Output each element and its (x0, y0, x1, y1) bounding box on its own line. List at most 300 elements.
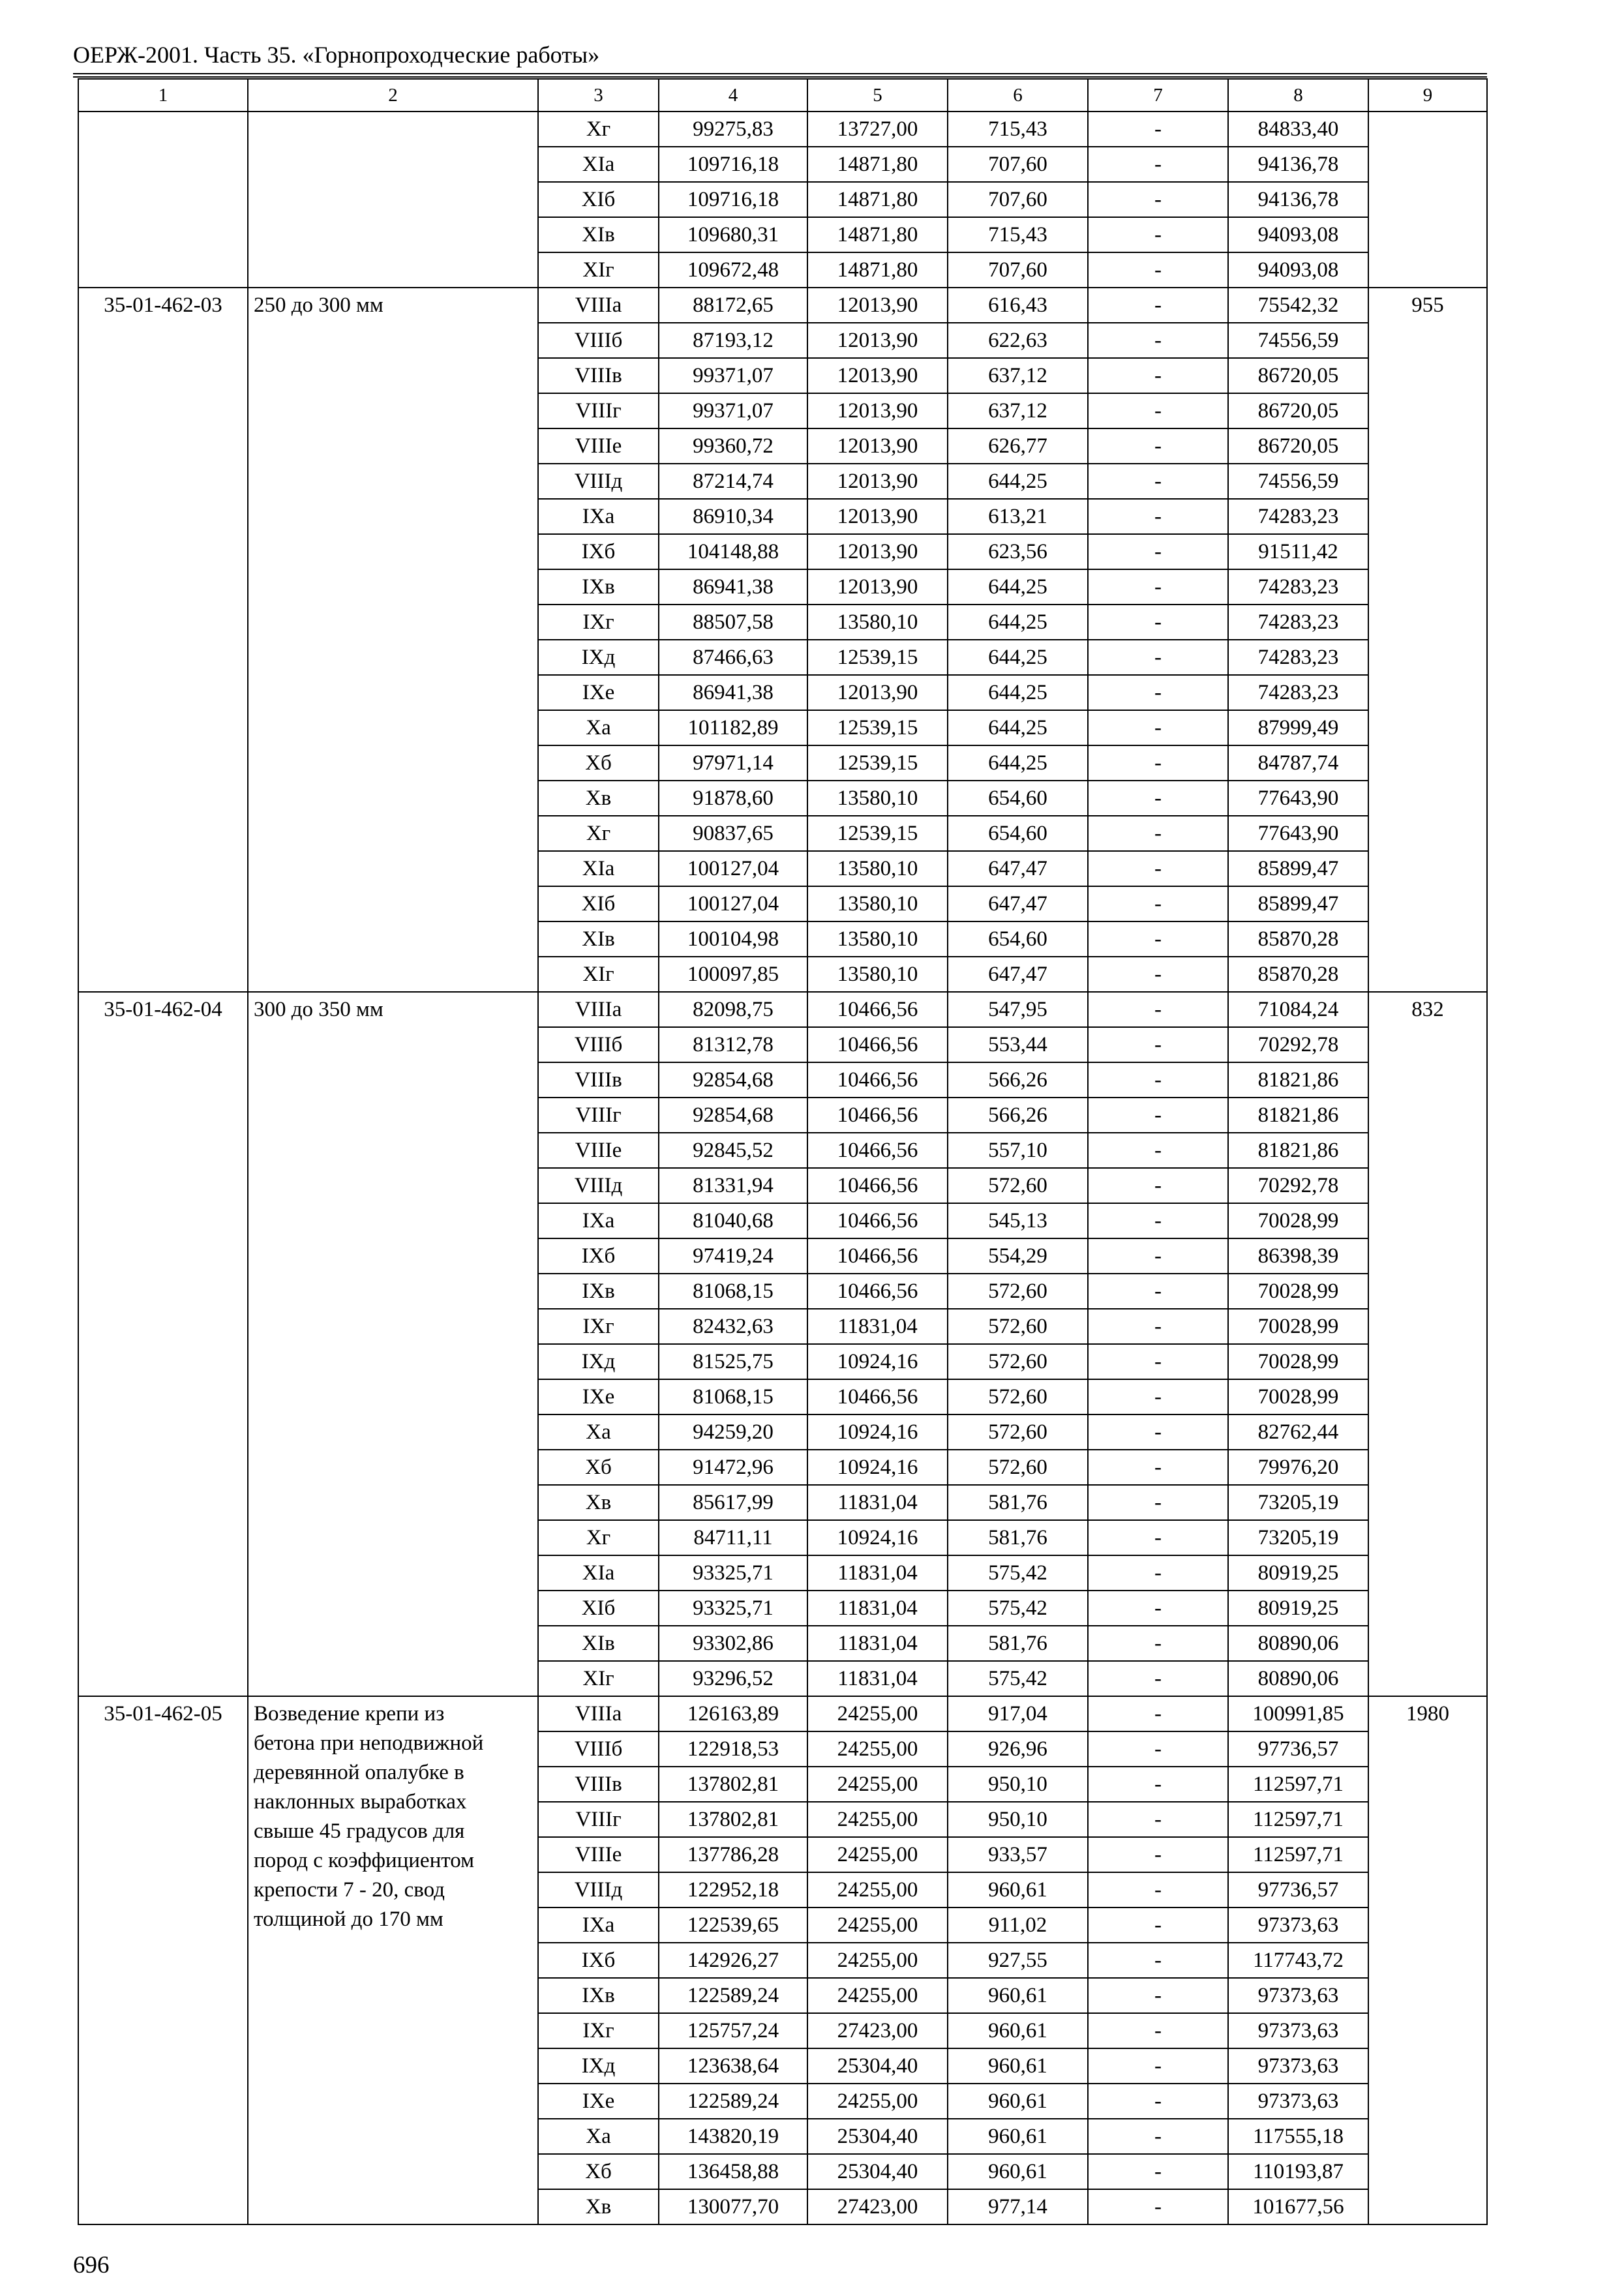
materials-cost-cell: 84787,74 (1228, 745, 1368, 781)
work-description-cell (248, 1696, 538, 2224)
zone-cell: ХIа (538, 1555, 659, 1591)
wages-cell: 11831,04 (807, 1309, 948, 1344)
total-cost-cell: 91878,60 (659, 781, 807, 816)
zone-cell: ХIг (538, 1661, 659, 1696)
zone-cell: VIIIг (538, 1098, 659, 1133)
total-cost-cell: 122589,24 (659, 1978, 807, 2013)
zone-cell: VIIIе (538, 1837, 659, 1872)
machine-cost-cell: 572,60 (948, 1379, 1088, 1414)
materials-cost-cell: 80890,06 (1228, 1626, 1368, 1661)
wages-cell: 10924,16 (807, 1520, 948, 1555)
driver-wages-cell: - (1088, 182, 1228, 217)
total-cost-cell: 100127,04 (659, 851, 807, 886)
driver-wages-cell: - (1088, 358, 1228, 393)
machine-cost-cell: 654,60 (948, 921, 1088, 957)
driver-wages-cell: - (1088, 1098, 1228, 1133)
zone-cell: Ха (538, 1414, 659, 1450)
column-number-cell: 2 (248, 79, 538, 112)
zone-cell: Хв (538, 1485, 659, 1520)
zone-cell: IХб (538, 534, 659, 569)
machine-cost-cell: 654,60 (948, 781, 1088, 816)
driver-wages-cell: - (1088, 851, 1228, 886)
driver-wages-cell: - (1088, 1274, 1228, 1309)
zone-cell: IХв (538, 1978, 659, 2013)
materials-cost-cell: 86720,05 (1228, 358, 1368, 393)
total-cost-cell: 123638,64 (659, 2048, 807, 2084)
total-cost-cell: 109680,31 (659, 217, 807, 252)
machine-cost-cell: 581,76 (948, 1626, 1088, 1661)
wages-cell: 12013,90 (807, 569, 948, 605)
zone-cell: VIIIб (538, 1731, 659, 1767)
materials-cost-cell: 70028,99 (1228, 1203, 1368, 1238)
driver-wages-cell: - (1088, 1837, 1228, 1872)
total-cost-cell: 109716,18 (659, 147, 807, 182)
total-cost-cell: 125757,24 (659, 2013, 807, 2048)
machine-cost-cell: 553,44 (948, 1027, 1088, 1062)
total-cost-cell: 81331,94 (659, 1168, 807, 1203)
rate-code-cell: 35-01-462-04 (78, 992, 248, 1696)
machine-cost-cell: 960,61 (948, 1978, 1088, 2013)
total-cost-cell: 81068,15 (659, 1379, 807, 1414)
price-table-container (78, 78, 1488, 2225)
wages-cell: 24255,00 (807, 1731, 948, 1767)
total-cost-cell: 130077,70 (659, 2189, 807, 2224)
wages-cell: 11831,04 (807, 1661, 948, 1696)
total-cost-cell: 99360,72 (659, 428, 807, 464)
table-row (78, 288, 1487, 323)
zone-cell: Ха (538, 2119, 659, 2154)
zone-cell: ХIа (538, 851, 659, 886)
machine-cost-cell: 581,76 (948, 1485, 1088, 1520)
wages-cell: 12013,90 (807, 675, 948, 710)
driver-wages-cell: - (1088, 1943, 1228, 1978)
materials-cost-cell: 97373,63 (1228, 2013, 1368, 2048)
zone-cell: Хв (538, 2189, 659, 2224)
driver-wages-cell: - (1088, 2189, 1228, 2224)
wages-cell: 14871,80 (807, 217, 948, 252)
page-header-title: ОЕРЖ-2001. Часть 35. «Горнопроходческие работы» (73, 42, 600, 68)
work-description-line: деревянной опалубке в (254, 1761, 464, 1784)
column-number-cell: 9 (1368, 79, 1487, 112)
machine-cost-cell: 575,42 (948, 1555, 1088, 1591)
driver-wages-cell: - (1088, 1133, 1228, 1168)
machine-cost-cell: 644,25 (948, 640, 1088, 675)
total-cost-cell: 122539,65 (659, 1908, 807, 1943)
page-number: 696 (73, 2252, 110, 2279)
wages-cell: 24255,00 (807, 1802, 948, 1837)
work-description-cell (248, 112, 538, 288)
wages-cell: 24255,00 (807, 1978, 948, 2013)
driver-wages-cell: - (1088, 1978, 1228, 2013)
machine-cost-cell: 637,12 (948, 358, 1088, 393)
zone-cell: IХв (538, 1274, 659, 1309)
driver-wages-cell: - (1088, 1908, 1228, 1943)
total-cost-cell: 92854,68 (659, 1062, 807, 1098)
total-cost-cell: 109716,18 (659, 182, 807, 217)
wages-cell: 10466,56 (807, 1133, 948, 1168)
driver-wages-cell: - (1088, 1238, 1228, 1274)
wages-cell: 10466,56 (807, 1203, 948, 1238)
driver-wages-cell: - (1088, 1414, 1228, 1450)
wages-cell: 10466,56 (807, 1062, 948, 1098)
machine-cost-cell: 917,04 (948, 1696, 1088, 1731)
work-description-line: пород с коэффициентом (254, 1849, 474, 1872)
zone-cell: Хб (538, 1450, 659, 1485)
zone-cell: VIIIг (538, 1802, 659, 1837)
wages-cell: 10466,56 (807, 1379, 948, 1414)
wages-cell: 12539,15 (807, 710, 948, 745)
total-cost-cell: 137802,81 (659, 1802, 807, 1837)
zone-cell: ХIа (538, 147, 659, 182)
machine-cost-cell: 707,60 (948, 147, 1088, 182)
machine-cost-cell: 545,13 (948, 1203, 1088, 1238)
zone-cell: ХIг (538, 957, 659, 992)
materials-cost-cell: 87999,49 (1228, 710, 1368, 745)
wages-cell: 24255,00 (807, 1872, 948, 1908)
materials-cost-cell: 82762,44 (1228, 1414, 1368, 1450)
wages-cell: 11831,04 (807, 1485, 948, 1520)
wages-cell: 12539,15 (807, 745, 948, 781)
machine-cost-cell: 960,61 (948, 2013, 1088, 2048)
driver-wages-cell: - (1088, 499, 1228, 534)
driver-wages-cell: - (1088, 1872, 1228, 1908)
zone-cell: Ха (538, 710, 659, 745)
driver-wages-cell: - (1088, 1626, 1228, 1661)
machine-cost-cell: 616,43 (948, 288, 1088, 323)
wages-cell: 14871,80 (807, 182, 948, 217)
driver-wages-cell: - (1088, 816, 1228, 851)
total-cost-cell: 137786,28 (659, 1837, 807, 1872)
driver-wages-cell: - (1088, 2084, 1228, 2119)
zone-cell: Хг (538, 816, 659, 851)
column-number-cell: 3 (538, 79, 659, 112)
wages-cell: 13580,10 (807, 957, 948, 992)
total-cost-cell: 81312,78 (659, 1027, 807, 1062)
machine-cost-cell: 977,14 (948, 2189, 1088, 2224)
wages-cell: 10466,56 (807, 1274, 948, 1309)
work-description-line: толщиной до 170 мм (254, 1908, 444, 1931)
zone-cell: VIIIд (538, 1168, 659, 1203)
total-cost-cell: 99371,07 (659, 393, 807, 428)
machine-cost-cell: 911,02 (948, 1908, 1088, 1943)
machine-cost-cell: 950,10 (948, 1767, 1088, 1802)
driver-wages-cell: - (1088, 1696, 1228, 1731)
zone-cell: IХд (538, 640, 659, 675)
machine-cost-cell: 960,61 (948, 2154, 1088, 2189)
machine-cost-cell: 572,60 (948, 1450, 1088, 1485)
total-cost-cell: 101182,89 (659, 710, 807, 745)
driver-wages-cell: - (1088, 745, 1228, 781)
total-cost-cell: 86941,38 (659, 675, 807, 710)
driver-wages-cell: - (1088, 605, 1228, 640)
machine-cost-cell: 554,29 (948, 1238, 1088, 1274)
wages-cell: 10466,56 (807, 1168, 948, 1203)
driver-wages-cell: - (1088, 464, 1228, 499)
column-number-cell: 7 (1088, 79, 1228, 112)
materials-cost-cell: 70028,99 (1228, 1379, 1368, 1414)
materials-cost-cell: 74283,23 (1228, 569, 1368, 605)
materials-cost-cell: 97736,57 (1228, 1731, 1368, 1767)
zone-cell: VIIIа (538, 992, 659, 1027)
materials-cost-cell: 80919,25 (1228, 1591, 1368, 1626)
zone-cell: ХIб (538, 1591, 659, 1626)
machine-cost-cell: 575,42 (948, 1661, 1088, 1696)
wages-cell: 24255,00 (807, 1908, 948, 1943)
materials-cost-cell: 81821,86 (1228, 1098, 1368, 1133)
wages-cell: 24255,00 (807, 2084, 948, 2119)
work-description-line: бетона при неподвижной (254, 1731, 484, 1755)
work-description-cell (248, 288, 538, 992)
driver-wages-cell: - (1088, 1485, 1228, 1520)
total-cost-cell: 100104,98 (659, 921, 807, 957)
driver-wages-cell: - (1088, 1731, 1228, 1767)
machine-cost-cell: 926,96 (948, 1731, 1088, 1767)
labor-cost-cell: 832 (1368, 992, 1487, 1696)
work-description-line: наклонных выработках (254, 1790, 467, 1814)
driver-wages-cell: - (1088, 2013, 1228, 2048)
machine-cost-cell: 637,12 (948, 393, 1088, 428)
zone-cell: Хг (538, 112, 659, 147)
zone-cell: VIIIв (538, 1767, 659, 1802)
total-cost-cell: 81525,75 (659, 1344, 807, 1379)
machine-cost-cell: 707,60 (948, 182, 1088, 217)
materials-cost-cell: 85899,47 (1228, 851, 1368, 886)
machine-cost-cell: 644,25 (948, 710, 1088, 745)
zone-cell: VIIIв (538, 358, 659, 393)
materials-cost-cell: 110193,87 (1228, 2154, 1368, 2189)
total-cost-cell: 87466,63 (659, 640, 807, 675)
column-number-cell: 1 (78, 79, 248, 112)
materials-cost-cell: 79976,20 (1228, 1450, 1368, 1485)
total-cost-cell: 84711,11 (659, 1520, 807, 1555)
total-cost-cell: 109672,48 (659, 252, 807, 288)
driver-wages-cell: - (1088, 393, 1228, 428)
machine-cost-cell: 566,26 (948, 1062, 1088, 1098)
driver-wages-cell: - (1088, 147, 1228, 182)
driver-wages-cell: - (1088, 1555, 1228, 1591)
zone-cell: ХIб (538, 182, 659, 217)
driver-wages-cell: - (1088, 1520, 1228, 1555)
rate-code-cell: 35-01-462-03 (78, 288, 248, 992)
materials-cost-cell: 77643,90 (1228, 781, 1368, 816)
wages-cell: 13580,10 (807, 851, 948, 886)
zone-cell: IХв (538, 569, 659, 605)
zone-cell: IХа (538, 1908, 659, 1943)
materials-cost-cell: 97373,63 (1228, 2048, 1368, 2084)
zone-cell: IХг (538, 605, 659, 640)
machine-cost-cell: 626,77 (948, 428, 1088, 464)
total-cost-cell: 137802,81 (659, 1767, 807, 1802)
zone-cell: VIIIа (538, 288, 659, 323)
zone-cell: ХIв (538, 1626, 659, 1661)
wages-cell: 13580,10 (807, 605, 948, 640)
machine-cost-cell: 581,76 (948, 1520, 1088, 1555)
driver-wages-cell: - (1088, 992, 1228, 1027)
materials-cost-cell: 74283,23 (1228, 675, 1368, 710)
machine-cost-cell: 572,60 (948, 1344, 1088, 1379)
materials-cost-cell: 74283,23 (1228, 499, 1368, 534)
machine-cost-cell: 647,47 (948, 957, 1088, 992)
wages-cell: 14871,80 (807, 252, 948, 288)
driver-wages-cell: - (1088, 886, 1228, 921)
zone-cell: Хб (538, 745, 659, 781)
zone-cell: VIIIд (538, 1872, 659, 1908)
materials-cost-cell: 75542,32 (1228, 288, 1368, 323)
zone-cell: VIIIе (538, 428, 659, 464)
wages-cell: 12013,90 (807, 288, 948, 323)
driver-wages-cell: - (1088, 428, 1228, 464)
wages-cell: 12013,90 (807, 464, 948, 499)
materials-cost-cell: 97373,63 (1228, 1908, 1368, 1943)
total-cost-cell: 87193,12 (659, 323, 807, 358)
machine-cost-cell: 715,43 (948, 112, 1088, 147)
driver-wages-cell: - (1088, 252, 1228, 288)
driver-wages-cell: - (1088, 957, 1228, 992)
driver-wages-cell: - (1088, 1450, 1228, 1485)
machine-cost-cell: 933,57 (948, 1837, 1088, 1872)
wages-cell: 10466,56 (807, 1098, 948, 1133)
materials-cost-cell: 86398,39 (1228, 1238, 1368, 1274)
driver-wages-cell: - (1088, 1379, 1228, 1414)
wages-cell: 11831,04 (807, 1555, 948, 1591)
machine-cost-cell: 960,61 (948, 2048, 1088, 2084)
total-cost-cell: 81068,15 (659, 1274, 807, 1309)
column-number-cell: 4 (659, 79, 807, 112)
wages-cell: 27423,00 (807, 2189, 948, 2224)
wages-cell: 13580,10 (807, 921, 948, 957)
total-cost-cell: 97971,14 (659, 745, 807, 781)
driver-wages-cell: - (1088, 640, 1228, 675)
table-row (78, 1696, 1487, 1731)
machine-cost-cell: 557,10 (948, 1133, 1088, 1168)
zone-cell: VIIIб (538, 323, 659, 358)
materials-cost-cell: 74556,59 (1228, 464, 1368, 499)
machine-cost-cell: 566,26 (948, 1098, 1088, 1133)
total-cost-cell: 82432,63 (659, 1309, 807, 1344)
driver-wages-cell: - (1088, 1767, 1228, 1802)
wages-cell: 10924,16 (807, 1344, 948, 1379)
machine-cost-cell: 547,95 (948, 992, 1088, 1027)
materials-cost-cell: 70292,78 (1228, 1027, 1368, 1062)
total-cost-cell: 93325,71 (659, 1555, 807, 1591)
machine-cost-cell: 644,25 (948, 569, 1088, 605)
machine-cost-cell: 647,47 (948, 851, 1088, 886)
materials-cost-cell: 70028,99 (1228, 1309, 1368, 1344)
total-cost-cell: 99371,07 (659, 358, 807, 393)
table-row (78, 112, 1487, 147)
wages-cell: 10466,56 (807, 992, 948, 1027)
materials-cost-cell: 97373,63 (1228, 2084, 1368, 2119)
wages-cell: 12013,90 (807, 323, 948, 358)
header-double-rule (73, 73, 1487, 78)
wages-cell: 11831,04 (807, 1626, 948, 1661)
materials-cost-cell: 97373,63 (1228, 1978, 1368, 2013)
total-cost-cell: 122589,24 (659, 2084, 807, 2119)
wages-cell: 12013,90 (807, 358, 948, 393)
wages-cell: 12539,15 (807, 816, 948, 851)
wages-cell: 24255,00 (807, 1767, 948, 1802)
machine-cost-cell: 572,60 (948, 1309, 1088, 1344)
work-description-line: 250 до 300 мм (254, 293, 383, 317)
zone-cell: IХг (538, 2013, 659, 2048)
wages-cell: 12013,90 (807, 499, 948, 534)
wages-cell: 10466,56 (807, 1027, 948, 1062)
wages-cell: 25304,40 (807, 2154, 948, 2189)
zone-cell: IХа (538, 1203, 659, 1238)
wages-cell: 27423,00 (807, 2013, 948, 2048)
total-cost-cell: 92845,52 (659, 1133, 807, 1168)
total-cost-cell: 100097,85 (659, 957, 807, 992)
total-cost-cell: 99275,83 (659, 112, 807, 147)
machine-cost-cell: 960,61 (948, 2119, 1088, 2154)
zone-cell: VIIIа (538, 1696, 659, 1731)
materials-cost-cell: 112597,71 (1228, 1802, 1368, 1837)
materials-cost-cell: 85870,28 (1228, 921, 1368, 957)
materials-cost-cell: 70292,78 (1228, 1168, 1368, 1203)
total-cost-cell: 82098,75 (659, 992, 807, 1027)
work-description-line: Возведение крепи из (254, 1702, 445, 1726)
zone-cell: Хб (538, 2154, 659, 2189)
materials-cost-cell: 97736,57 (1228, 1872, 1368, 1908)
zone-cell: IХе (538, 1379, 659, 1414)
total-cost-cell: 81040,68 (659, 1203, 807, 1238)
materials-cost-cell: 112597,71 (1228, 1837, 1368, 1872)
driver-wages-cell: - (1088, 1802, 1228, 1837)
total-cost-cell: 87214,74 (659, 464, 807, 499)
driver-wages-cell: - (1088, 675, 1228, 710)
driver-wages-cell: - (1088, 1062, 1228, 1098)
machine-cost-cell: 950,10 (948, 1802, 1088, 1837)
driver-wages-cell: - (1088, 2119, 1228, 2154)
work-description-cell (248, 992, 538, 1696)
machine-cost-cell: 572,60 (948, 1414, 1088, 1450)
total-cost-cell: 104148,88 (659, 534, 807, 569)
wages-cell: 11831,04 (807, 1591, 948, 1626)
materials-cost-cell: 84833,40 (1228, 112, 1368, 147)
column-number-header-row (78, 79, 1487, 112)
wages-cell: 10466,56 (807, 1238, 948, 1274)
driver-wages-cell: - (1088, 217, 1228, 252)
materials-cost-cell: 71084,24 (1228, 992, 1368, 1027)
materials-cost-cell: 117555,18 (1228, 2119, 1368, 2154)
driver-wages-cell: - (1088, 1344, 1228, 1379)
wages-cell: 25304,40 (807, 2119, 948, 2154)
driver-wages-cell: - (1088, 1027, 1228, 1062)
total-cost-cell: 97419,24 (659, 1238, 807, 1274)
work-description-line: крепости 7 - 20, свод (254, 1878, 445, 1902)
total-cost-cell: 92854,68 (659, 1098, 807, 1133)
machine-cost-cell: 960,61 (948, 1872, 1088, 1908)
column-number-cell: 6 (948, 79, 1088, 112)
driver-wages-cell: - (1088, 781, 1228, 816)
machine-cost-cell: 644,25 (948, 675, 1088, 710)
driver-wages-cell: - (1088, 288, 1228, 323)
driver-wages-cell: - (1088, 1661, 1228, 1696)
total-cost-cell: 91472,96 (659, 1450, 807, 1485)
total-cost-cell: 136458,88 (659, 2154, 807, 2189)
materials-cost-cell: 94093,08 (1228, 252, 1368, 288)
machine-cost-cell: 960,61 (948, 2084, 1088, 2119)
total-cost-cell: 142926,27 (659, 1943, 807, 1978)
machine-cost-cell: 622,63 (948, 323, 1088, 358)
labor-cost-cell (1368, 112, 1487, 288)
total-cost-cell: 93325,71 (659, 1591, 807, 1626)
materials-cost-cell: 74283,23 (1228, 605, 1368, 640)
materials-cost-cell: 70028,99 (1228, 1344, 1368, 1379)
machine-cost-cell: 623,56 (948, 534, 1088, 569)
driver-wages-cell: - (1088, 569, 1228, 605)
driver-wages-cell: - (1088, 323, 1228, 358)
